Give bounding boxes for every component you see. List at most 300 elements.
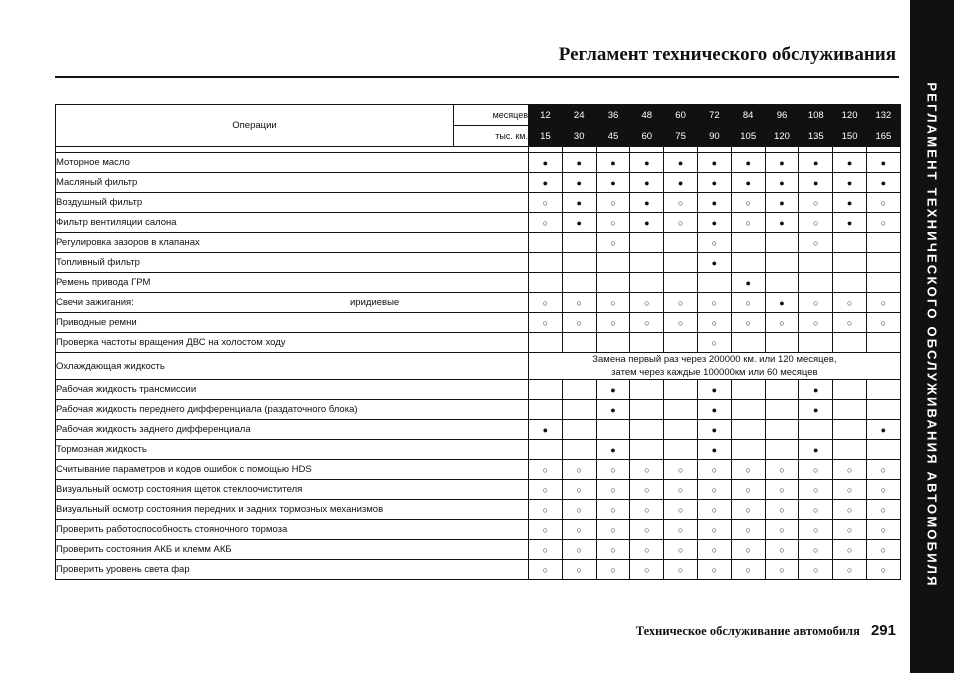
replace-mark: ● xyxy=(833,213,867,233)
operation-row xyxy=(56,173,901,193)
operation-row xyxy=(56,420,901,440)
operation-name xyxy=(56,193,529,213)
inspect-mark: ○ xyxy=(664,460,698,480)
empty-cell xyxy=(799,333,833,353)
replace-mark: ● xyxy=(731,153,765,173)
inspect-mark: ○ xyxy=(562,460,596,480)
inspect-mark: ○ xyxy=(799,193,833,213)
empty-cell xyxy=(529,233,563,253)
empty-cell xyxy=(664,333,698,353)
operation-row xyxy=(56,253,901,273)
month-interval-cell: 72 xyxy=(697,105,731,126)
inspect-mark: ○ xyxy=(529,520,563,540)
operation-label: Топливный фильтр xyxy=(56,257,140,268)
replace-mark: ● xyxy=(833,173,867,193)
month-interval-cell: 84 xyxy=(731,105,765,126)
operation-row xyxy=(56,460,901,480)
replace-mark: ● xyxy=(765,153,799,173)
inspect-mark: ○ xyxy=(866,460,900,480)
inspect-mark: ○ xyxy=(697,313,731,333)
inspect-mark: ○ xyxy=(833,460,867,480)
inspect-mark: ○ xyxy=(799,460,833,480)
operation-row xyxy=(56,353,901,380)
replace-mark: ● xyxy=(596,380,630,400)
replace-mark: ● xyxy=(630,153,664,173)
inspect-mark: ○ xyxy=(799,293,833,313)
inspect-mark: ○ xyxy=(731,480,765,500)
inspect-mark: ○ xyxy=(529,213,563,233)
replace-mark: ● xyxy=(833,153,867,173)
replace-mark: ● xyxy=(664,153,698,173)
inspect-mark: ○ xyxy=(866,193,900,213)
empty-cell xyxy=(731,380,765,400)
replace-mark: ● xyxy=(697,420,731,440)
km-interval-cell: 120 xyxy=(765,126,799,147)
inspect-mark: ○ xyxy=(697,333,731,353)
inspect-mark: ○ xyxy=(529,313,563,333)
empty-cell xyxy=(562,253,596,273)
operation-label: Регулировка зазоров в клапанах xyxy=(56,237,200,248)
month-interval-cell: 132 xyxy=(866,105,900,126)
operation-name xyxy=(56,173,529,193)
inspect-mark: ○ xyxy=(562,500,596,520)
inspect-mark: ○ xyxy=(765,560,799,580)
inspect-mark: ○ xyxy=(596,293,630,313)
km-label: тыс. км. xyxy=(454,126,529,147)
inspect-mark: ○ xyxy=(799,520,833,540)
operation-row xyxy=(56,213,901,233)
inspect-mark: ○ xyxy=(731,313,765,333)
empty-cell xyxy=(630,233,664,253)
footer-section-title: Техническое обслуживание автомобиля xyxy=(635,624,860,638)
replace-mark: ● xyxy=(529,173,563,193)
inspect-mark: ○ xyxy=(697,480,731,500)
empty-cell xyxy=(765,273,799,293)
empty-cell xyxy=(664,440,698,460)
empty-cell xyxy=(765,253,799,273)
empty-cell xyxy=(562,233,596,253)
operation-label: Проверить уровень света фар xyxy=(56,564,190,575)
km-interval-cell: 45 xyxy=(596,126,630,147)
inspect-mark: ○ xyxy=(596,213,630,233)
month-interval-cell: 48 xyxy=(630,105,664,126)
empty-cell xyxy=(866,333,900,353)
empty-cell xyxy=(664,380,698,400)
replace-mark: ● xyxy=(765,193,799,213)
operation-row xyxy=(56,233,901,253)
inspect-mark: ○ xyxy=(697,560,731,580)
operation-row xyxy=(56,273,901,293)
empty-cell xyxy=(731,253,765,273)
empty-cell xyxy=(731,440,765,460)
inspect-mark: ○ xyxy=(799,313,833,333)
empty-cell xyxy=(731,233,765,253)
replace-mark: ● xyxy=(833,193,867,213)
inspect-mark: ○ xyxy=(866,520,900,540)
replace-mark: ● xyxy=(630,193,664,213)
inspect-mark: ○ xyxy=(765,313,799,333)
inspect-mark: ○ xyxy=(596,193,630,213)
operation-label: Фильтр вентиляции салона xyxy=(56,217,177,228)
inspect-mark: ○ xyxy=(866,293,900,313)
empty-cell xyxy=(799,273,833,293)
empty-cell xyxy=(529,440,563,460)
operation-label: Считывание параметров и кодов ошибок с помощью HDS xyxy=(56,464,312,475)
inspect-mark: ○ xyxy=(529,460,563,480)
km-interval-cell: 15 xyxy=(529,126,563,147)
months-header-row xyxy=(56,105,901,126)
replace-mark: ● xyxy=(765,173,799,193)
inspect-mark: ○ xyxy=(697,460,731,480)
inspect-mark: ○ xyxy=(866,213,900,233)
inspect-mark: ○ xyxy=(664,520,698,540)
km-interval-cell: 90 xyxy=(697,126,731,147)
replace-mark: ● xyxy=(731,273,765,293)
empty-cell xyxy=(833,380,867,400)
replace-mark: ● xyxy=(697,440,731,460)
operation-label: Проверка частоты вращения ДВС на холостом ходу xyxy=(56,337,286,348)
empty-cell xyxy=(731,420,765,440)
empty-cell xyxy=(596,273,630,293)
operation-name xyxy=(56,480,529,500)
operation-name xyxy=(56,153,529,173)
replace-mark: ● xyxy=(562,193,596,213)
empty-cell xyxy=(529,380,563,400)
empty-cell xyxy=(731,400,765,420)
inspect-mark: ○ xyxy=(562,313,596,333)
inspect-mark: ○ xyxy=(697,500,731,520)
empty-cell xyxy=(562,440,596,460)
empty-cell xyxy=(866,440,900,460)
operation-name xyxy=(56,400,529,420)
replace-mark: ● xyxy=(562,213,596,233)
month-interval-cell: 36 xyxy=(596,105,630,126)
empty-cell xyxy=(765,380,799,400)
maintenance-schedule-table xyxy=(55,104,901,580)
inspect-mark: ○ xyxy=(664,540,698,560)
inspect-mark: ○ xyxy=(529,480,563,500)
empty-cell xyxy=(630,333,664,353)
empty-cell xyxy=(866,233,900,253)
replace-mark: ● xyxy=(697,400,731,420)
operation-name xyxy=(56,213,529,233)
km-interval-cell: 165 xyxy=(866,126,900,147)
empty-cell xyxy=(664,253,698,273)
inspect-mark: ○ xyxy=(529,193,563,213)
title-divider xyxy=(55,76,899,78)
empty-cell xyxy=(833,440,867,460)
empty-cell xyxy=(731,333,765,353)
operation-name xyxy=(56,253,529,273)
empty-cell xyxy=(529,253,563,273)
operation-name xyxy=(56,560,529,580)
replace-mark: ● xyxy=(596,173,630,193)
km-interval-cell: 150 xyxy=(833,126,867,147)
operation-label: Ремень привода ГРМ xyxy=(56,277,151,288)
operation-name xyxy=(56,333,529,353)
inspect-mark: ○ xyxy=(833,480,867,500)
operation-name xyxy=(56,353,529,380)
empty-cell xyxy=(562,420,596,440)
empty-cell xyxy=(833,233,867,253)
empty-cell xyxy=(799,253,833,273)
inspect-mark: ○ xyxy=(697,520,731,540)
inspect-mark: ○ xyxy=(731,520,765,540)
inspect-mark: ○ xyxy=(697,293,731,313)
empty-cell xyxy=(562,400,596,420)
replace-mark: ● xyxy=(630,173,664,193)
empty-cell xyxy=(596,333,630,353)
note-line: Замена первый раз через 200000 км. или 120 месяцев, xyxy=(592,354,837,365)
empty-cell xyxy=(562,380,596,400)
operation-label: Тормозная жидкость xyxy=(56,444,147,455)
months-label: месяцев xyxy=(454,105,529,126)
replace-mark: ● xyxy=(799,173,833,193)
operation-row xyxy=(56,293,901,313)
inspect-mark: ○ xyxy=(529,560,563,580)
page-number: 291 xyxy=(870,622,896,639)
operation-row xyxy=(56,540,901,560)
empty-cell xyxy=(664,233,698,253)
empty-cell xyxy=(630,253,664,273)
operation-label: Визуальный осмотр состояния передних и задних тормозных механизмов xyxy=(56,504,384,515)
inspect-mark: ○ xyxy=(866,500,900,520)
inspect-mark: ○ xyxy=(664,313,698,333)
empty-cell xyxy=(833,420,867,440)
operation-label: Моторное масло xyxy=(56,157,130,168)
empty-cell xyxy=(664,400,698,420)
replace-mark: ● xyxy=(596,153,630,173)
inspect-mark: ○ xyxy=(596,540,630,560)
operation-name xyxy=(56,233,529,253)
inspect-mark: ○ xyxy=(731,213,765,233)
inspect-mark: ○ xyxy=(833,540,867,560)
month-interval-cell: 60 xyxy=(664,105,698,126)
empty-cell xyxy=(833,253,867,273)
inspect-mark: ○ xyxy=(731,293,765,313)
operation-row xyxy=(56,400,901,420)
inspect-mark: ○ xyxy=(664,560,698,580)
operation-name xyxy=(56,520,529,540)
inspect-mark: ○ xyxy=(765,460,799,480)
empty-cell xyxy=(866,400,900,420)
empty-cell xyxy=(765,333,799,353)
operation-label: Визуальный осмотр состояния щеток стеклоочистителя xyxy=(56,484,303,495)
operation-name xyxy=(56,273,529,293)
empty-cell xyxy=(630,400,664,420)
operation-label: Рабочая жидкость переднего дифференциала (раздаточного блока) xyxy=(56,404,358,415)
empty-cell xyxy=(833,273,867,293)
inspect-mark: ○ xyxy=(596,313,630,333)
operation-name xyxy=(56,460,529,480)
inspect-mark: ○ xyxy=(833,313,867,333)
replace-mark: ● xyxy=(697,173,731,193)
month-interval-cell: 12 xyxy=(529,105,563,126)
km-interval-cell: 60 xyxy=(630,126,664,147)
operation-label: Рабочая жидкость заднего дифференциала xyxy=(56,424,251,435)
inspect-mark: ○ xyxy=(731,500,765,520)
inspect-mark: ○ xyxy=(630,500,664,520)
inspect-mark: ○ xyxy=(697,233,731,253)
inspect-mark: ○ xyxy=(630,520,664,540)
empty-cell xyxy=(630,420,664,440)
operation-name xyxy=(56,540,529,560)
empty-cell xyxy=(866,380,900,400)
empty-cell xyxy=(697,273,731,293)
operations-header: Операции xyxy=(56,105,454,147)
replace-mark: ● xyxy=(529,153,563,173)
empty-cell xyxy=(529,333,563,353)
inspect-mark: ○ xyxy=(765,520,799,540)
inspect-mark: ○ xyxy=(596,460,630,480)
month-interval-cell: 96 xyxy=(765,105,799,126)
replace-mark: ● xyxy=(866,420,900,440)
inspect-mark: ○ xyxy=(630,313,664,333)
operation-label: Проверить работоспособность стояночного тормоза xyxy=(56,524,288,535)
inspect-mark: ○ xyxy=(630,540,664,560)
inspect-mark: ○ xyxy=(799,213,833,233)
side-tab-label: РЕГЛАМЕНТ ТЕХНИЧЕСКОГО ОБСЛУЖИВАНИЯ АВТОМОБИЛЯ xyxy=(924,82,940,588)
inspect-mark: ○ xyxy=(799,540,833,560)
inspect-mark: ○ xyxy=(799,500,833,520)
replace-mark: ● xyxy=(799,440,833,460)
inspect-mark: ○ xyxy=(596,500,630,520)
month-interval-cell: 24 xyxy=(562,105,596,126)
inspect-mark: ○ xyxy=(833,520,867,540)
replace-mark: ● xyxy=(765,213,799,233)
operation-row xyxy=(56,500,901,520)
inspect-mark: ○ xyxy=(596,480,630,500)
replace-mark: ● xyxy=(731,173,765,193)
replace-mark: ● xyxy=(697,153,731,173)
inspect-mark: ○ xyxy=(866,313,900,333)
page-title: Регламент технического обслуживания xyxy=(558,44,896,65)
empty-cell xyxy=(630,273,664,293)
operation-row xyxy=(56,333,901,353)
inspect-mark: ○ xyxy=(562,560,596,580)
inspect-mark: ○ xyxy=(731,560,765,580)
inspect-mark: ○ xyxy=(799,233,833,253)
month-interval-cell: 108 xyxy=(799,105,833,126)
operation-sublabel: иридиевые xyxy=(350,297,400,308)
inspect-mark: ○ xyxy=(529,540,563,560)
inspect-mark: ○ xyxy=(562,520,596,540)
operation-row xyxy=(56,380,901,400)
inspect-mark: ○ xyxy=(866,480,900,500)
empty-cell xyxy=(833,400,867,420)
inspect-mark: ○ xyxy=(731,540,765,560)
empty-cell xyxy=(833,333,867,353)
inspect-mark: ○ xyxy=(529,500,563,520)
operation-name xyxy=(56,420,529,440)
inspect-mark: ○ xyxy=(664,213,698,233)
replace-mark: ● xyxy=(866,153,900,173)
inspect-mark: ○ xyxy=(765,540,799,560)
operation-label: Охлаждающая жидкость xyxy=(56,360,165,372)
empty-cell xyxy=(765,440,799,460)
operation-row xyxy=(56,313,901,333)
inspect-mark: ○ xyxy=(630,460,664,480)
replace-mark: ● xyxy=(799,153,833,173)
inspect-mark: ○ xyxy=(765,480,799,500)
inspect-mark: ○ xyxy=(697,540,731,560)
empty-cell xyxy=(799,420,833,440)
inspect-mark: ○ xyxy=(765,500,799,520)
empty-cell xyxy=(664,420,698,440)
page-footer xyxy=(636,622,896,639)
replace-mark: ● xyxy=(765,293,799,313)
inspect-mark: ○ xyxy=(630,293,664,313)
inspect-mark: ○ xyxy=(562,293,596,313)
inspect-mark: ○ xyxy=(664,193,698,213)
month-interval-cell: 120 xyxy=(833,105,867,126)
replace-mark: ● xyxy=(799,400,833,420)
operation-row xyxy=(56,440,901,460)
inspect-mark: ○ xyxy=(833,500,867,520)
empty-cell xyxy=(664,273,698,293)
operation-label: Проверить состояния АКБ и клемм АКБ xyxy=(56,544,232,555)
operation-name xyxy=(56,380,529,400)
operation-label: Масляный фильтр xyxy=(56,177,138,188)
empty-cell xyxy=(529,400,563,420)
inspect-mark: ○ xyxy=(866,560,900,580)
operation-row xyxy=(56,480,901,500)
operation-row xyxy=(56,153,901,173)
operation-name xyxy=(56,313,529,333)
replace-mark: ● xyxy=(697,213,731,233)
empty-cell xyxy=(630,440,664,460)
inspect-mark: ○ xyxy=(731,193,765,213)
empty-cell xyxy=(866,253,900,273)
empty-cell xyxy=(765,420,799,440)
inspect-mark: ○ xyxy=(562,540,596,560)
inspect-mark: ○ xyxy=(596,233,630,253)
inspect-mark: ○ xyxy=(866,540,900,560)
empty-cell xyxy=(765,400,799,420)
empty-cell xyxy=(630,380,664,400)
km-interval-cell: 30 xyxy=(562,126,596,147)
operation-label: Свечи зажигания: xyxy=(56,297,134,308)
inspect-mark: ○ xyxy=(529,293,563,313)
replace-mark: ● xyxy=(866,173,900,193)
operation-name xyxy=(56,440,529,460)
inspect-mark: ○ xyxy=(833,293,867,313)
inspect-mark: ○ xyxy=(664,293,698,313)
inspect-mark: ○ xyxy=(562,480,596,500)
empty-cell xyxy=(596,420,630,440)
replace-mark: ● xyxy=(697,253,731,273)
operation-row xyxy=(56,193,901,213)
replace-mark: ● xyxy=(562,173,596,193)
operation-name xyxy=(56,293,529,313)
replace-mark: ● xyxy=(529,420,563,440)
empty-cell xyxy=(866,273,900,293)
inspect-mark: ○ xyxy=(799,560,833,580)
operation-label: Приводные ремни xyxy=(56,317,137,328)
inspect-mark: ○ xyxy=(596,520,630,540)
empty-cell xyxy=(596,253,630,273)
note-line: затем через каждые 100000км или 60 месяцев xyxy=(611,367,818,378)
operation-name xyxy=(56,500,529,520)
replace-mark: ● xyxy=(562,153,596,173)
inspect-mark: ○ xyxy=(630,480,664,500)
operation-row xyxy=(56,560,901,580)
operation-label: Рабочая жидкость трансмиссии xyxy=(56,384,197,395)
inspect-mark: ○ xyxy=(664,500,698,520)
inspect-mark: ○ xyxy=(731,460,765,480)
replace-mark: ● xyxy=(596,400,630,420)
km-interval-cell: 75 xyxy=(664,126,698,147)
